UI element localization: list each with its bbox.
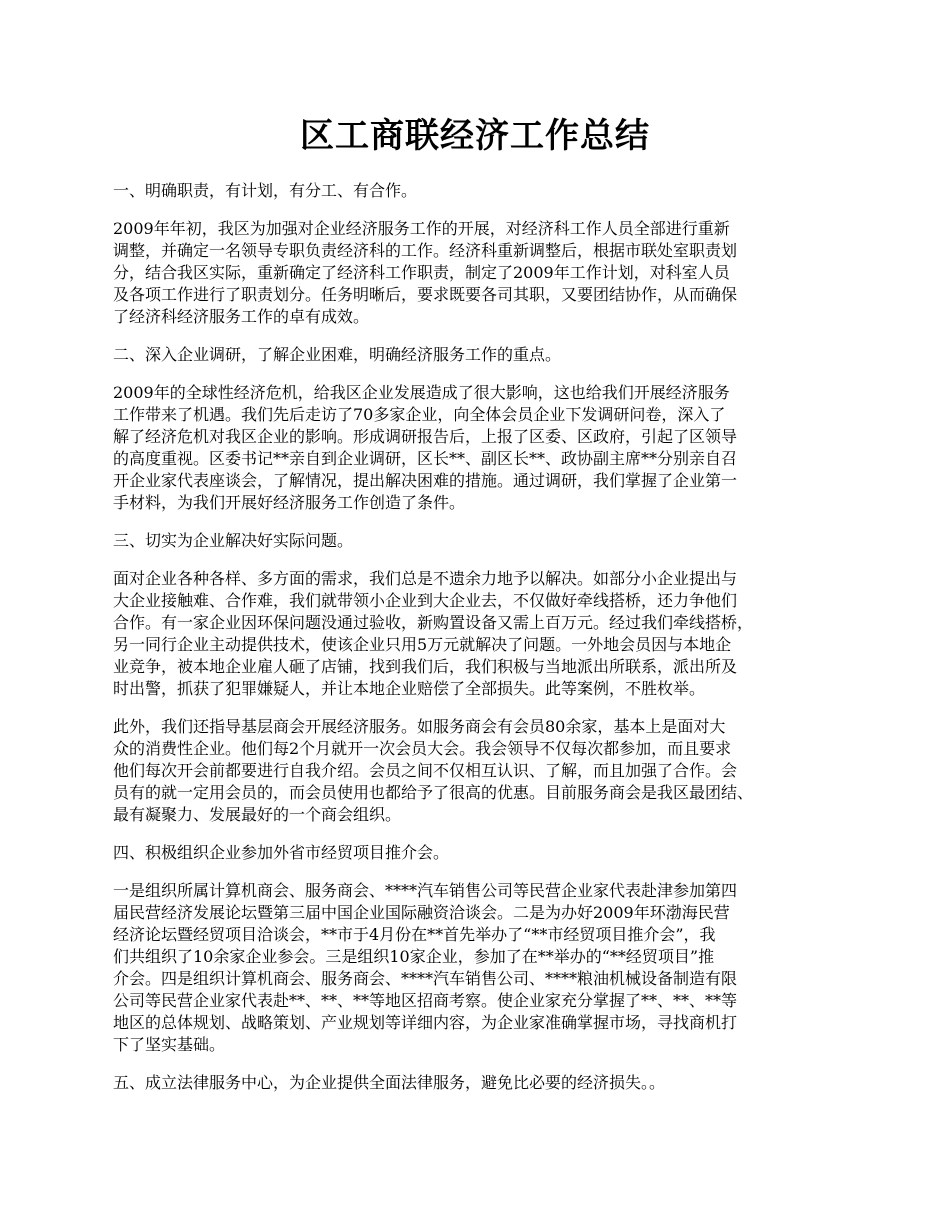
paragraph-line: 的高度重视。区委书记**亲自到企业调研，区长**、副区长**、政协副主席**分别亲自召 — [113, 449, 738, 468]
document-title: 区工商联经济工作总结 — [300, 116, 650, 156]
section-heading: 二、深入企业调研，了解企业困难，明确经济服务工作的重点。 — [113, 345, 562, 364]
paragraph-line: 时出警，抓获了犯罪嫌疑人，并让本地企业赔偿了全部损失。此等案例，不胜枚举。 — [113, 679, 706, 698]
paragraph-line: 调整，并确定一名领导专职负责经济科的工作。经济科重新调整后，根据市联处室职责划 — [113, 241, 738, 260]
paragraph-line: 业竞争，被本地企业雇人砸了店铺，找到我们后，我们积极与当地派出所联系，派出所及 — [113, 657, 738, 676]
paragraph-line: 经济论坛暨经贸项目洽谈会，**市于4月份在**首先举办了“**市经贸项目推介会”，我 — [113, 925, 716, 944]
paragraph-line: 分，结合我区实际，重新确定了经济科工作职责，制定了2009年工作计划，对科室人员 — [113, 263, 730, 282]
section-paragraph — [113, 880, 850, 1056]
paragraph-line: 及各项工作进行了职责划分。任务明晰后，要求既要各司其职，又要团结协作，从而确保 — [113, 285, 738, 304]
paragraph-line: 开企业家代表座谈会，了解情况，提出解决困难的措施。通过调研，我们掌握了企业第一 — [113, 471, 738, 490]
section-heading: 一、明确职责，有计划，有分工、有合作。 — [113, 181, 418, 200]
paragraph-line: 2009年年初，我区为加强对企业经济服务工作的开展，对经济科工作人员全部进行重新 — [113, 219, 730, 238]
paragraph-line: 介会。四是组织计算机商会、服务商会、****汽车销售公司、****粮油机械设备制造有限 — [113, 969, 738, 988]
paragraph-line: 地区的总体规划、战略策划、产业规划等详细内容，为企业家准确掌握市场，寻找商机打 — [113, 1013, 738, 1032]
paragraph-line: 最有凝聚力、发展最好的一个商会组织。 — [113, 805, 402, 824]
section-paragraph — [113, 568, 850, 700]
paragraph-line: 2009年的全球性经济危机，给我区企业发展造成了很大影响，这也给我们开展经济服务 — [113, 383, 730, 402]
paragraph-line: 员有的就一定用会员的，而会员使用也都给予了很高的优惠。目前服务商会是我区最团结、 — [113, 783, 754, 802]
paragraph-line: 合作。有一家企业因环保问题没通过验收，新购置设备又需上百万元。经过我们牵线搭桥， — [113, 613, 754, 632]
paragraph-line: 一是组织所属计算机商会、服务商会、****汽车销售公司等民营企业家代表赴津参加第四 — [113, 881, 738, 900]
section-heading: 五、成立法律服务中心，为企业提供全面法律服务，避免比必要的经济损失。。 — [113, 1073, 666, 1092]
paragraph-line: 解了经济危机对我区企业的影响。形成调研报告后，上报了区委、区政府，引起了区领导 — [113, 427, 738, 446]
paragraph-line: 大企业接触难、合作难，我们就带领小企业到大企业去，不仅做好牵线搭桥，还力争他们 — [113, 591, 738, 610]
paragraph-line: 公司等民营企业家代表赴**、**、**等地区招商考察。使企业家充分掌握了**、**、**等 — [113, 991, 738, 1010]
paragraph-line: 工作带来了机遇。我们先后走访了70多家企业，向全体会员企业下发调研问卷，深入了 — [113, 405, 726, 424]
paragraph-line: 下了坚实基础。 — [113, 1035, 226, 1054]
paragraph-line: 众的消费性企业。他们每2个月就开一次会员大会。我会领导不仅每次都参加，而且要求 — [113, 739, 732, 758]
section-paragraph — [113, 716, 850, 826]
section-paragraph — [113, 382, 850, 514]
paragraph-line: 届民营经济发展论坛暨第三届中国企业国际融资洽谈会。二是为办好2009年环渤海民营 — [113, 903, 730, 922]
paragraph-line: 手材料，为我们开展好经济服务工作创造了条件。 — [113, 493, 466, 512]
paragraph-line: 们共组织了10余家企业参会。三是组织10家企业，参加了在**举办的“**经贸项目”推 — [113, 947, 715, 966]
section-heading: 四、积极组织企业参加外省市经贸项目推介会。 — [113, 843, 450, 862]
paragraph-line: 此外，我们还指导基层商会开展经济服务。如服务商会有会员80余家，基本上是面对大 — [113, 717, 726, 736]
paragraph-line: 另一同行企业主动提供技术，使该企业只用5万元就解决了问题。一外地会员因与本地企 — [113, 635, 732, 654]
paragraph-line: 了经济科经济服务工作的卓有成效。 — [113, 307, 370, 326]
section-heading: 三、切实为企业解决好实际问题。 — [113, 531, 354, 550]
section-paragraph — [113, 218, 850, 328]
paragraph-line: 面对企业各种各样、多方面的需求，我们总是不遗余力地予以解决。如部分小企业提出与 — [113, 569, 738, 588]
paragraph-line: 他们每次开会前都要进行自我介绍。会员之间不仅相互认识、了解，而且加强了合作。会 — [113, 761, 738, 780]
document-body — [113, 180, 850, 1110]
